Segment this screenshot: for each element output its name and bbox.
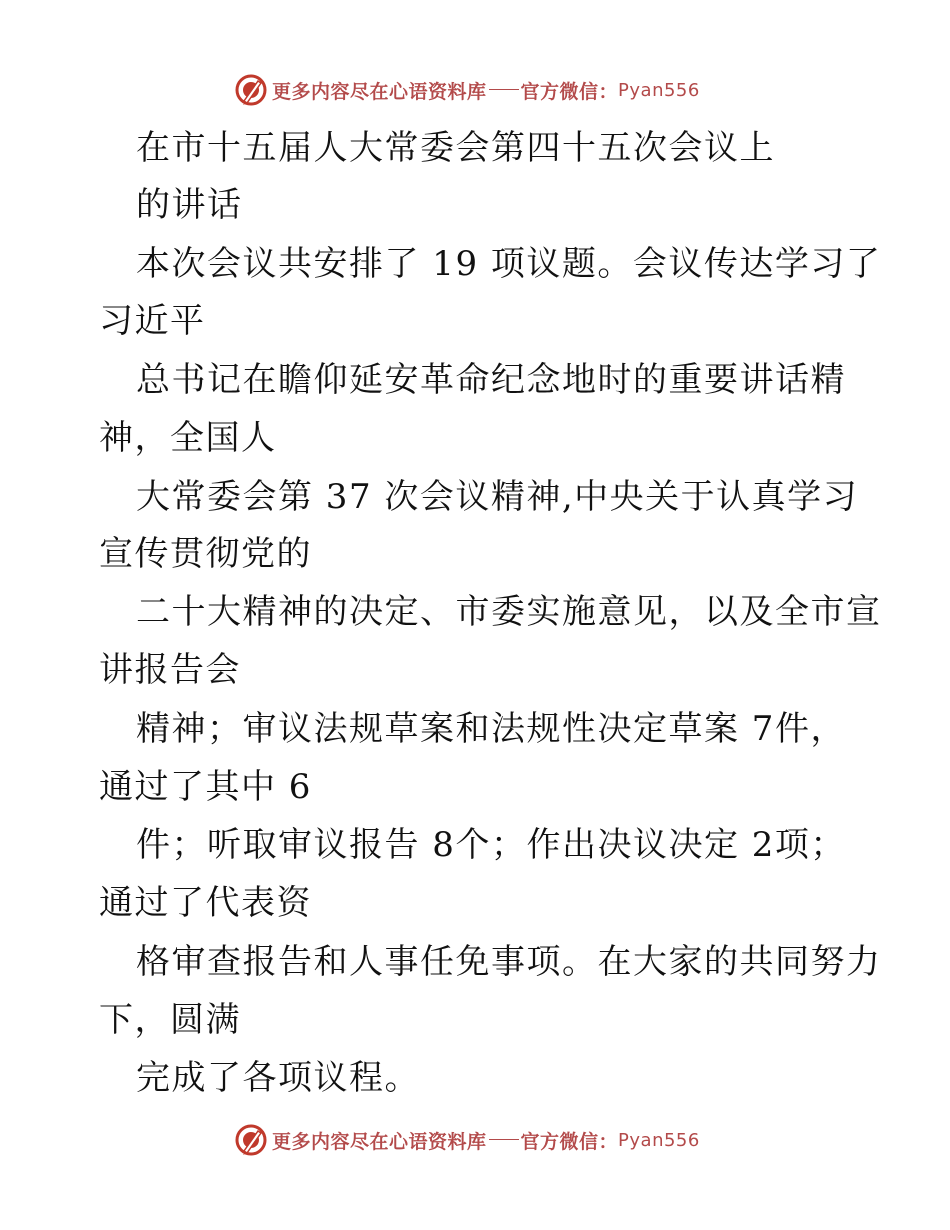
watermark-separator xyxy=(489,1139,519,1140)
text-line: 本次会议共安排了 19 项议题。会议传达学习了 xyxy=(136,244,882,284)
text-line: 宣传贯彻党的 xyxy=(99,534,312,574)
text-line: 的讲话 xyxy=(136,185,243,225)
footer-watermark xyxy=(234,1122,700,1158)
text-line: 下，圆满 xyxy=(99,1000,241,1040)
text-line: 神，全国人 xyxy=(99,418,277,458)
watermark-label: 官方微信： xyxy=(520,80,619,103)
text-line: 通过了其中 6 xyxy=(99,767,312,807)
watermark-label: 官方微信： xyxy=(520,1130,619,1153)
watermark-account: Pyan556 xyxy=(618,1129,700,1151)
text-line: 总书记在瞻仰延安革命纪念地时的重要讲话精 xyxy=(136,360,846,400)
pen-logo-icon xyxy=(234,1123,268,1157)
text-line: 通过了代表资 xyxy=(99,883,312,923)
watermark-brand: 更多内容尽在心语资料库 xyxy=(272,80,487,103)
text-line: 完成了各项议程。 xyxy=(136,1058,420,1098)
pen-logo-icon xyxy=(234,73,268,107)
text-line: 精神；审议法规草案和法规性决定草案 7件， xyxy=(136,709,846,749)
text-line: 大常委会第 37 次会议精神,中央关于认真学习 xyxy=(136,477,859,517)
watermark-separator xyxy=(489,89,519,90)
text-line: 件；听取审议报告 8个；作出决议决定 2项； xyxy=(136,825,846,865)
text-line: 格审查报告和人事任免事项。在大家的共同努力 xyxy=(136,942,882,982)
text-line: 在市十五届人大常委会第四十五次会议上 xyxy=(136,128,775,168)
text-line: 习近平 xyxy=(99,301,206,341)
text-line: 讲报告会 xyxy=(99,650,241,690)
watermark-account: Pyan556 xyxy=(618,79,700,101)
text-line: 二十大精神的决定、市委实施意见，以及全市宣 xyxy=(136,592,882,632)
header-watermark xyxy=(234,72,700,108)
watermark-brand: 更多内容尽在心语资料库 xyxy=(272,1130,487,1153)
